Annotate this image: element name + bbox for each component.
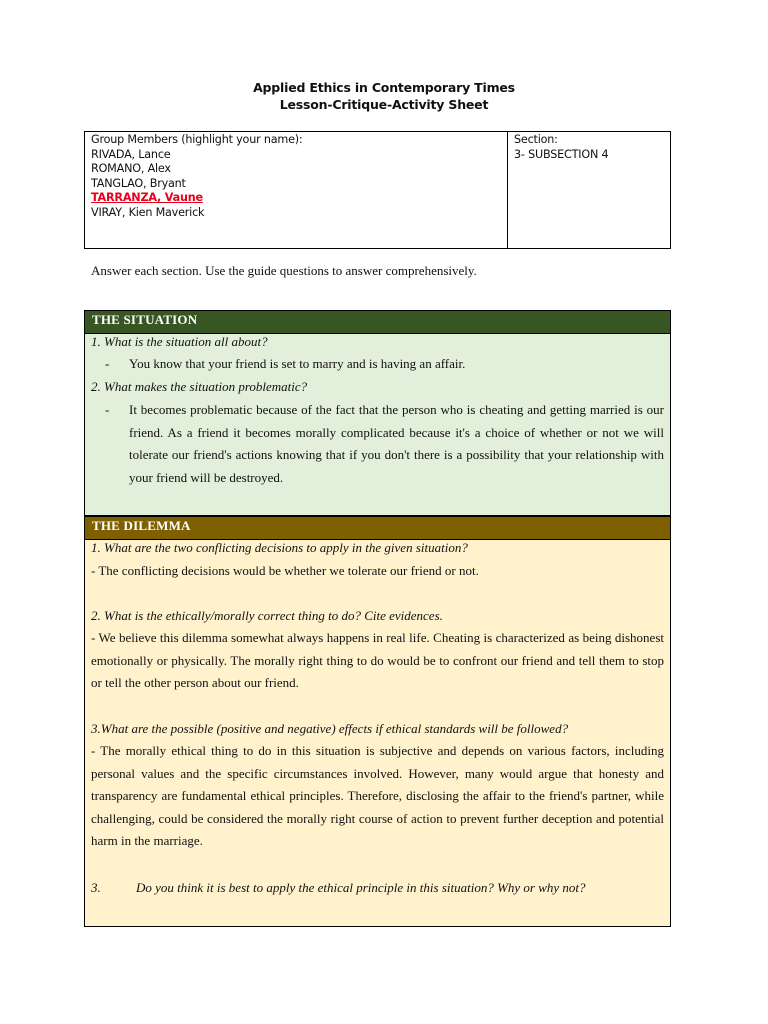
section-label: Section: bbox=[514, 133, 558, 146]
member-name: ROMANO, Alex bbox=[91, 162, 171, 176]
situation-answer-2: It becomes problematic because of the fact that the person who is cheating and getting married is our friend. As a friend it becomes morally complicated because it's a choice of whether or not we will tolerate our friend's actions knowing that if you don't there is a possibility that your relationship with your friend will be destroyed. bbox=[129, 402, 664, 485]
dilemma-question-2: 2. What is the ethically/morally correct thing to do? Cite evidences. bbox=[91, 608, 443, 623]
situation-body bbox=[84, 334, 671, 516]
dilemma-question-3: 3.What are the possible (positive and negative) effects if ethical standards will be followed? bbox=[91, 721, 569, 736]
document-subtitle: Lesson-Critique-Activity Sheet bbox=[279, 97, 489, 112]
member-name: TANGLAO, Bryant bbox=[91, 176, 186, 190]
dilemma-question-4-number: 3. bbox=[91, 880, 101, 895]
situation-question-1: 1. What is the situation all about? bbox=[91, 334, 268, 349]
dilemma-answer-1: - The conflicting decisions would be whether we tolerate our friend or not. bbox=[91, 563, 479, 578]
bullet-dash: - bbox=[105, 356, 110, 371]
bullet-dash: - bbox=[105, 402, 110, 417]
members-cell bbox=[85, 132, 508, 248]
group-info-table bbox=[84, 131, 671, 249]
members-label: Group Members (highlight your name): bbox=[91, 133, 303, 146]
member-name: RIVADA, Lance bbox=[91, 147, 171, 161]
situation-answer-1: You know that your friend is set to marry and is having an affair. bbox=[129, 356, 466, 371]
section-cell bbox=[508, 132, 670, 250]
dilemma-answer-3: - The morally ethical thing to do in this situation is subjective and depends on various factors, including personal values and the specific circumstances involved. However, many would argue that honesty and transparency are fundamental ethical principles. Therefore, disclosing the affair to the friend's partner, while challenging, could be considered the morally right course of action to prevent further deception and potential harm in the marriage. bbox=[91, 743, 664, 849]
document-title: Applied Ethics in Contemporary Times bbox=[253, 80, 515, 95]
dilemma-question-1: 1. What are the two conflicting decisions to apply in the given situation? bbox=[91, 540, 468, 555]
instructions: Answer each section. Use the guide questions to answer comprehensively. bbox=[91, 263, 477, 278]
situation-header: THE SITUATION bbox=[84, 310, 671, 334]
dilemma-header: THE DILEMMA bbox=[84, 516, 671, 540]
member-name-highlighted: TARRANZA, Vaune bbox=[91, 191, 203, 205]
dilemma-question-4: Do you think it is best to apply the ethical principle in this situation? Why or why not? bbox=[136, 880, 586, 895]
member-name: VIRAY, Kien Maverick bbox=[91, 205, 205, 219]
situation-question-2: 2. What makes the situation problematic? bbox=[91, 379, 308, 394]
section-value: 3- SUBSECTION 4 bbox=[514, 147, 609, 161]
dilemma-body bbox=[84, 540, 671, 927]
dilemma-answer-2: - We believe this dilemma somewhat always happens in real life. Cheating is characterized as being dishonest emotionally or physically. The morally right thing to do would be to confront our friend and tell them to stop or tell the other person about our friend. bbox=[91, 630, 664, 691]
